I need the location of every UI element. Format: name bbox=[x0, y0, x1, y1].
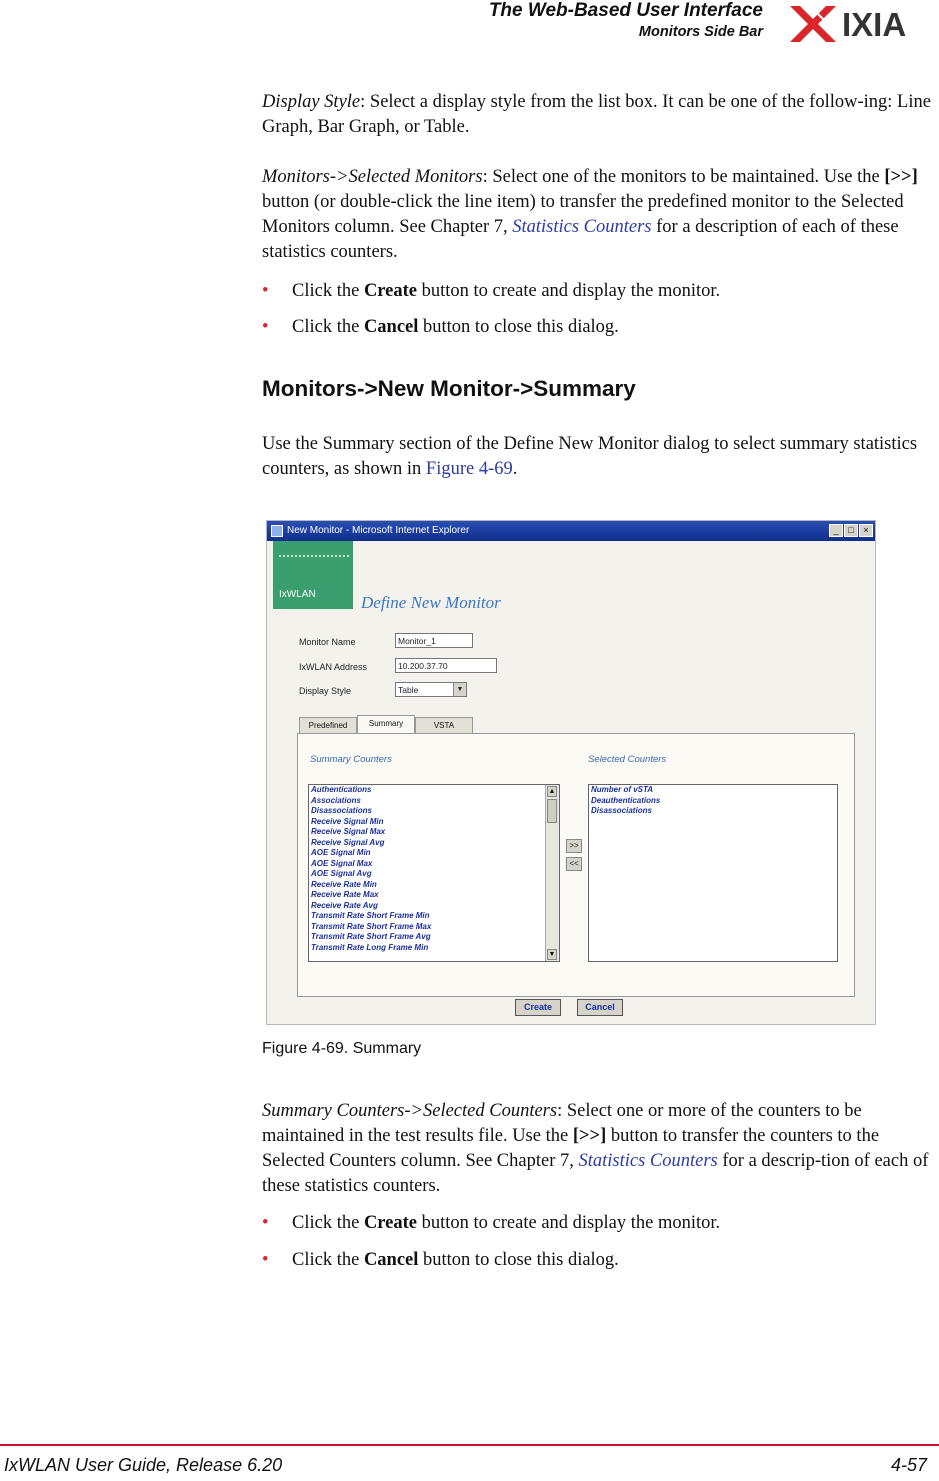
statistics-counters-link[interactable]: Statistics Counters bbox=[578, 1151, 718, 1171]
footer-guide-title: IxWLAN User Guide, Release 6.20 bbox=[4, 1455, 283, 1475]
ixwlan-banner bbox=[273, 541, 353, 609]
list-item[interactable]: Receive Signal Avg bbox=[311, 837, 385, 847]
summary-panel bbox=[297, 733, 855, 997]
para3-text-a: Use the Summary section of the Define New Monitor dialog to select summary statistics counters, as shown in bbox=[262, 434, 918, 479]
cancel-button[interactable]: Cancel bbox=[577, 999, 623, 1016]
banner-pattern bbox=[279, 545, 349, 557]
minimize-icon[interactable]: _ bbox=[829, 524, 843, 537]
page-number: 4-57 bbox=[890, 1455, 927, 1475]
selected-counters-list[interactable] bbox=[588, 784, 838, 962]
bullet-text: Click the bbox=[292, 281, 364, 301]
list-item[interactable]: Transmit Rate Short Frame Max bbox=[311, 921, 432, 931]
bullet-text: button to create and display the monitor. bbox=[417, 1213, 721, 1233]
ixia-logo bbox=[786, 0, 936, 46]
selected-counters-items bbox=[589, 785, 837, 817]
para3-text-b: . bbox=[512, 459, 518, 479]
tab-predefined[interactable]: Predefined bbox=[299, 717, 357, 733]
list-item[interactable]: Number of vSTA bbox=[591, 785, 654, 794]
list-item[interactable]: Disassociations bbox=[311, 806, 372, 815]
figure-link[interactable]: Figure 4-69 bbox=[425, 459, 513, 479]
dialog-heading: Define New Monitor bbox=[361, 593, 501, 612]
display-style-value: Table bbox=[398, 685, 419, 695]
list-item[interactable]: Disassociations bbox=[591, 806, 652, 815]
create-button[interactable]: Create bbox=[515, 999, 561, 1016]
paragraph-summary-intro bbox=[262, 432, 934, 482]
monitor-name-label: Monitor Name bbox=[299, 637, 356, 647]
bullet-icon: • bbox=[262, 1213, 269, 1233]
summary-counters-label: Summary Counters bbox=[310, 754, 392, 765]
bullet-icon: • bbox=[262, 281, 269, 301]
list-item[interactable]: Receive Signal Max bbox=[311, 827, 386, 836]
tab-summary[interactable]: Summary bbox=[357, 715, 415, 733]
list-item[interactable]: Receive Rate Min bbox=[311, 879, 377, 889]
list-item[interactable]: AOE Signal Avg bbox=[311, 869, 372, 878]
bullet-text: button to create and display the monitor. bbox=[417, 281, 721, 301]
bullet-bold: Create bbox=[363, 281, 418, 301]
window-title: New Monitor - Microsoft Internet Explorer bbox=[287, 525, 470, 536]
paragraph-display-style bbox=[262, 90, 934, 140]
footer-rule bbox=[0, 1444, 939, 1446]
selected-counters-label: Selected Counters bbox=[588, 754, 667, 765]
term-selected-counters: Summary Counters->Selected Counters bbox=[262, 1101, 558, 1121]
term-display-style: Display Style bbox=[262, 92, 361, 112]
para4-text-b: button to transfer the counters to the Selected Counters column. See Chapter 7, bbox=[262, 1126, 880, 1171]
list-item[interactable]: Associations bbox=[311, 795, 361, 805]
list-item[interactable]: Transmit Rate Long Frame Min bbox=[311, 942, 429, 952]
display-style-label: Display Style bbox=[299, 686, 352, 696]
bullet-create bbox=[262, 1211, 720, 1236]
running-header-subtitle: Monitors Side Bar bbox=[638, 24, 763, 40]
bullet-bold: Cancel bbox=[363, 317, 419, 337]
para2-text-b: button (or double-click the line item) to transfer the predefined monitor to the Selected Monitors column. See Chapter 7, bbox=[262, 192, 904, 237]
svg-text:IXIA: IXIA bbox=[842, 6, 907, 43]
chevron-down-icon[interactable]: ▼ bbox=[453, 683, 466, 696]
para2-text-a: : Select one of the monitors to be maintained. Use the bbox=[482, 167, 885, 187]
running-header-title: The Web-Based User Interface bbox=[488, 0, 763, 21]
para1-text: : Select a display style from the list box. It can be one of the follow-ing: Line Graph, Bar Graph, or Table. bbox=[262, 92, 931, 137]
address-label: IxWLAN Address bbox=[299, 662, 368, 672]
list-item[interactable]: Deauthentications bbox=[591, 795, 661, 805]
window-titlebar bbox=[267, 521, 875, 541]
bullet-text: Click the bbox=[292, 1250, 364, 1270]
transfer-button-ref: [>>] bbox=[572, 1126, 607, 1146]
bullet-text: button to close this dialog. bbox=[418, 317, 619, 337]
figure-caption: Figure 4-69. Summary bbox=[262, 1040, 422, 1057]
bullet-bold: Cancel bbox=[363, 1250, 419, 1270]
address-input[interactable]: 10.200.37.70 bbox=[395, 658, 497, 673]
paragraph-selected-counters bbox=[262, 1099, 934, 1199]
para4-text-a: : Select one or more of the counters to be maintained in the test results file. Use the bbox=[262, 1101, 862, 1146]
list-item[interactable]: Receive Rate Avg bbox=[311, 900, 378, 910]
bullet-cancel bbox=[262, 1248, 619, 1273]
para4-text-c: for a descrip-tion of each of these statistics counters. bbox=[262, 1151, 929, 1196]
term-selected-monitors: Monitors->Selected Monitors bbox=[262, 167, 483, 187]
bullet-icon: • bbox=[262, 317, 269, 337]
summary-counters-list[interactable] bbox=[308, 784, 560, 962]
bullet-create bbox=[262, 279, 720, 304]
move-right-button[interactable]: >> bbox=[566, 839, 582, 853]
maximize-icon[interactable]: □ bbox=[844, 524, 858, 537]
paragraph-selected-monitors bbox=[262, 165, 934, 265]
bullet-text: Click the bbox=[292, 317, 364, 337]
close-icon[interactable]: × bbox=[859, 524, 873, 537]
bullet-icon: • bbox=[262, 1250, 269, 1270]
statistics-counters-link[interactable]: Statistics Counters bbox=[512, 217, 652, 237]
list-item[interactable]: Receive Rate Max bbox=[311, 890, 379, 899]
browser-icon bbox=[271, 525, 283, 537]
banner-brand: IxWLAN bbox=[279, 589, 316, 600]
section-heading: Monitors->New Monitor->Summary bbox=[262, 376, 636, 401]
summary-counters-items bbox=[309, 785, 559, 953]
scroll-thumb[interactable] bbox=[547, 799, 557, 823]
tab-vsta[interactable]: VSTA bbox=[415, 717, 473, 733]
scrollbar[interactable] bbox=[545, 785, 559, 961]
move-left-button[interactable]: << bbox=[566, 857, 582, 871]
list-item[interactable]: Transmit Rate Short Frame Avg bbox=[311, 932, 431, 941]
transfer-button-ref: [>>] bbox=[884, 167, 918, 187]
figure-screenshot bbox=[266, 520, 876, 1025]
bullet-text: button to close this dialog. bbox=[418, 1250, 619, 1270]
scroll-down-icon[interactable]: ▼ bbox=[548, 951, 556, 958]
list-item[interactable]: AOE Signal Min bbox=[311, 848, 371, 857]
bullet-text: Click the bbox=[292, 1213, 364, 1233]
list-item[interactable]: Transmit Rate Short Frame Min bbox=[311, 911, 430, 920]
scroll-up-icon[interactable]: ▲ bbox=[548, 788, 556, 795]
list-item[interactable]: Authentications bbox=[311, 785, 372, 794]
bullet-bold: Create bbox=[363, 1213, 418, 1233]
monitor-name-input[interactable]: Monitor_1 bbox=[395, 633, 473, 648]
para2-text-c: for a description of each of these statistics counters. bbox=[262, 217, 899, 262]
display-style-select[interactable] bbox=[395, 682, 467, 697]
list-item[interactable]: Receive Signal Min bbox=[311, 816, 384, 826]
bullet-cancel bbox=[262, 315, 619, 340]
list-item[interactable]: AOE Signal Max bbox=[311, 858, 373, 868]
